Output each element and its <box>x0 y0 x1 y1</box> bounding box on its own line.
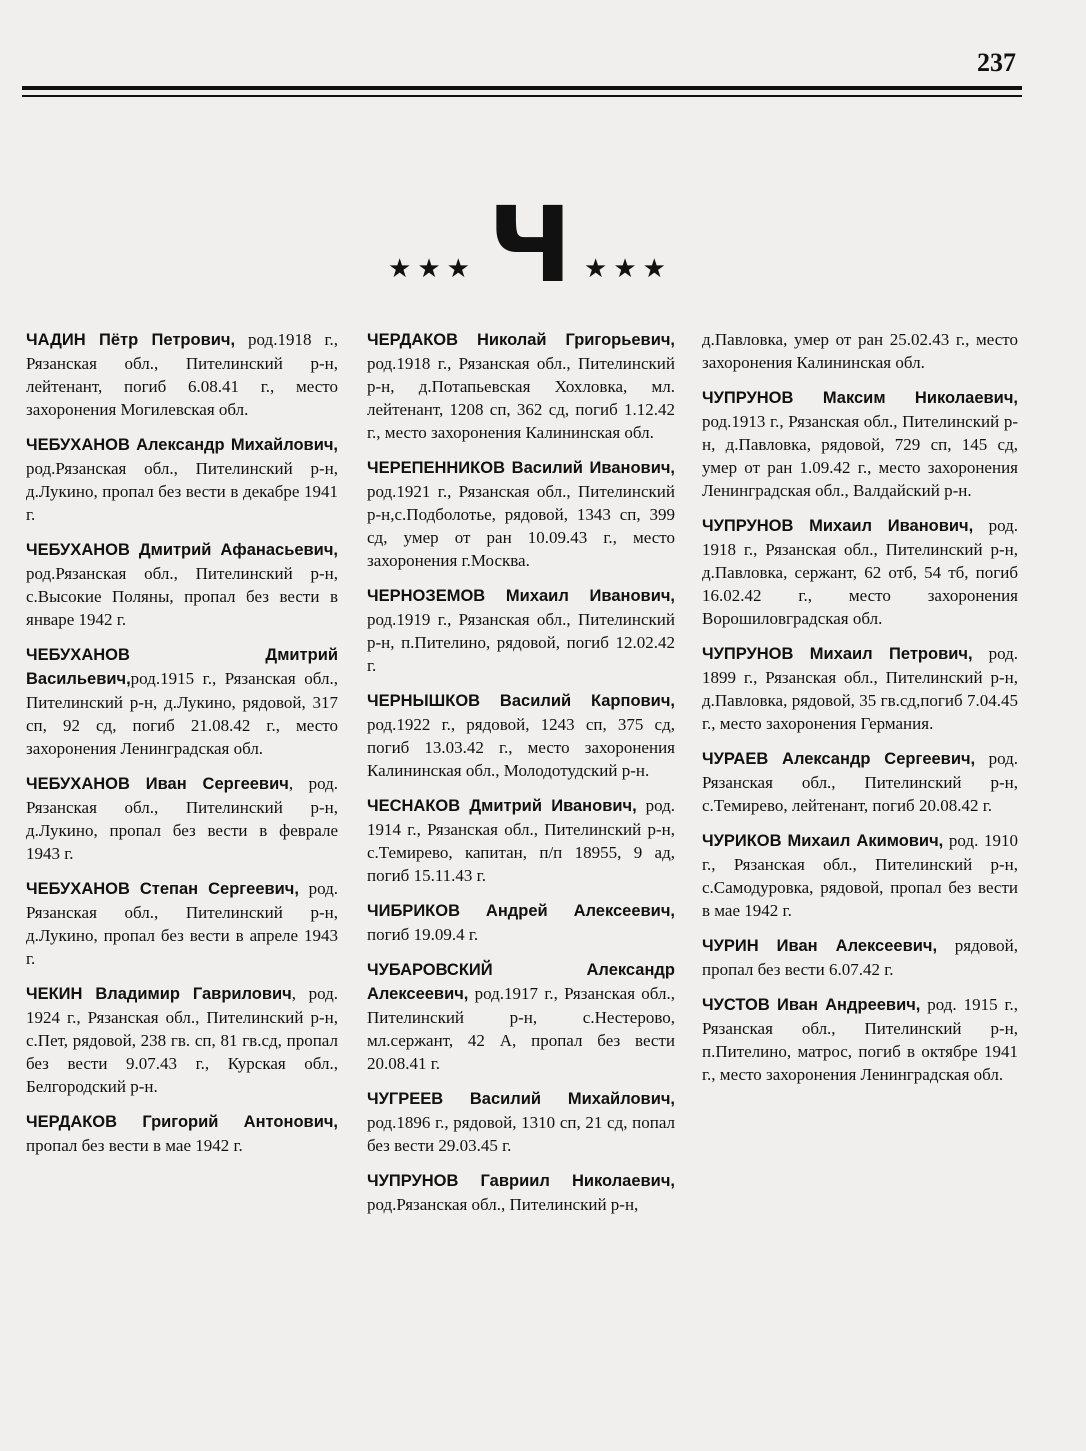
section-letter: Ч <box>487 184 573 306</box>
entry <box>702 993 1018 1086</box>
section-header <box>360 180 700 306</box>
stars-left: ★★★ <box>388 254 476 283</box>
entry-name: ЧУГРЕЕВ Василий Михайлович, <box>367 1090 675 1108</box>
entry-name: ЧУПРУНОВ Михаил Иванович, <box>702 517 974 535</box>
entry <box>702 386 1018 502</box>
entry <box>26 433 338 526</box>
entry-text: род.1922 г., рядовой, 1243 сп, 375 сд, погиб 13.03.42 г., место захоронения Калининская обл., Молодотудский р-н. <box>367 715 675 780</box>
entry-name: ЧУПРУНОВ Максим Николаевич, <box>702 389 1018 407</box>
entry-text: , род. 1924 г., Рязанская обл., Пителинский р-н, с.Пет, рядовой, 238 гв. сп, 81 гв.сд, пропал без вести 9.07.43 г., Курская обл., Белгородский р-н. <box>26 984 338 1096</box>
entry-text: , род. Рязанская обл., Пителинский р-н, д.Лукино, пропал без вести в феврале 1943 г. <box>26 774 338 863</box>
entry <box>367 1087 675 1157</box>
entry-text: род. 1915 г., Рязанская обл., Пителинский р-н, п.Пителино, матрос, погиб в октябре 1941 г., место захоронения Ленинградская обл. <box>702 995 1018 1084</box>
entry-text: рядовой, пропал без вести 6.07.42 г. <box>702 936 1018 979</box>
entry-text: род. 1914 г., Рязанская обл., Пителинский р-н, с.Темирево, капитан, п/п 18955, 9 ад, погиб 15.11.43 г. <box>367 796 675 885</box>
entry-name: ЧЕБУХАНОВ Дмитрий Афанасьевич, <box>26 541 338 559</box>
entry-name: ЧЕКИН Владимир Гаврилович <box>26 985 292 1003</box>
entry-name: ЧЕБУХАНОВ Александр Михайлович, <box>26 436 338 454</box>
entry-name: ЧИБРИКОВ Андрей Алексеевич, <box>367 902 675 920</box>
entry <box>702 514 1018 630</box>
entry-name: ЧУРАЕВ Александр Сергеевич, <box>702 750 976 768</box>
entry <box>367 456 675 572</box>
entry-name: ЧЕРДАКОВ Николай Григорьевич, <box>367 331 675 349</box>
entry <box>702 829 1018 922</box>
entry <box>367 689 675 782</box>
entry-name: ЧЕРЕПЕННИКОВ Василий Иванович, <box>367 459 675 477</box>
entry <box>26 643 338 760</box>
entry-name: ЧЕСНАКОВ Дмитрий Иванович, <box>367 797 637 815</box>
entry <box>367 794 675 887</box>
entry <box>26 538 338 631</box>
entry-name: ЧЕБУХАНОВ Дмитрий Васильевич, <box>26 646 338 688</box>
stars-right: ★★★ <box>584 254 672 283</box>
page-number: 237 <box>977 48 1016 77</box>
entry-text: род.Рязанская обл., Пителинский р-н, <box>367 1195 639 1214</box>
entry-name: ЧУПРУНОВ Михаил Петрович, <box>702 645 973 663</box>
entry-text: род. 1899 г., Рязанская обл., Пителинский р-н, д.Павловка, рядовой, 35 гв.сд,погиб 7.04.45 г., место захоронения Германия. <box>702 644 1018 733</box>
entry-name: ЧЕРДАКОВ Григорий Антонович, <box>26 1113 338 1131</box>
entry <box>367 1169 675 1216</box>
entry <box>367 584 675 677</box>
entry-text: род. Рязанская обл., Пителинский р-н, д.Лукино, пропал без вести в апреле 1943 г. <box>26 879 338 968</box>
entry-text: род.Рязанская обл., Пителинский р-н, с.Высокие Поляны, пропал без вести в январе 1942 г. <box>26 564 338 629</box>
entry-text: род. Рязанская обл., Пителинский р-н, с.Темирево, лейтенант, погиб 20.08.42 г. <box>702 749 1018 815</box>
entry-name: ЧУРИКОВ Михаил Акимович, <box>702 832 944 850</box>
entry <box>702 747 1018 817</box>
entry <box>702 328 1018 374</box>
entry-text: род.1919 г., Рязанская обл., Пителинский р-н, п.Пителино, рядовой, погиб 12.02.42 г. <box>367 610 675 675</box>
entry-name: ЧУРИН Иван Алексеевич, <box>702 937 938 955</box>
header-rule-thick <box>22 86 1022 90</box>
entry-text: пропал без вести в мае 1942 г. <box>26 1136 243 1155</box>
entry-name: ЧЕРНЫШКОВ Василий Карпович, <box>367 692 675 710</box>
entry-text: д.Павловка, умер от ран 25.02.43 г., место захоронения Калининская обл. <box>702 330 1018 372</box>
entry <box>26 1110 338 1157</box>
entry-text: род. 1910 г., Рязанская обл., Пителинский р-н, с.Самодуровка, рядовой, пропал без вести в мае 1942 г. <box>702 831 1018 920</box>
entry-text: род.1921 г., Рязанская обл., Пителинский р-н,с.Подболотье, рядовой, 1343 сп, 399 сд, умер от ран 10.09.43 г., место захоронения г.Москва. <box>367 482 675 570</box>
entry <box>26 772 338 865</box>
entry-text: погиб 19.09.4 г. <box>367 925 479 944</box>
entry <box>702 934 1018 981</box>
entry-name: ЧЕРНОЗЕМОВ Михаил Иванович, <box>367 587 675 605</box>
entry-name: ЧЕБУХАНОВ Иван Сергеевич <box>26 775 289 793</box>
header-rule-thin <box>22 95 1022 97</box>
entry <box>702 642 1018 735</box>
column-1 <box>26 328 338 1169</box>
entry <box>367 958 675 1075</box>
entry <box>367 328 675 444</box>
column-3 <box>702 328 1018 1098</box>
entry-name: ЧУБАРОВСКИЙ Александр Алексеевич, <box>367 961 675 1003</box>
entry-name: ЧЕБУХАНОВ Степан Сергеевич, <box>26 880 299 898</box>
entry <box>26 877 338 970</box>
entry-text: род. 1918 г., Рязанская обл., Пителинский р-н, д.Павловка, сержант, 62 отб, 54 тб, погиб 16.02.42 г., место захоронения Ворошиловградская обл. <box>702 516 1018 628</box>
entry-name: ЧУСТОВ Иван Андреевич, <box>702 996 921 1014</box>
entry-name: ЧУПРУНОВ Гавриил Николаевич, <box>367 1172 675 1190</box>
entry <box>367 899 675 946</box>
entry-text: род.Рязанская обл., Пителинский р-н, д.Лукино, пропал без вести в декабре 1941 г. <box>26 459 338 524</box>
entry-text: род.1917 г., Рязанская обл., Пителинский р-н, с.Нестерово, мл.сержант, 42 А, пропал без вести 20.08.41 г. <box>367 984 675 1073</box>
entry <box>26 982 338 1098</box>
entry-text: род.1896 г., рядовой, 1310 сп, 21 сд, попал без вести 29.03.45 г. <box>367 1113 675 1155</box>
entry-text: род.1918 г., Рязанская обл., Пителинский р-н, лейтенант, погиб 6.08.41 г., место захоронения Могилевская обл. <box>26 330 338 419</box>
entry-text: род.1915 г., Рязанская обл., Пителинский р-н, д.Лукино, рядовой, 317 сп, 92 сд, погиб 21.08.42 г., место захоронения Ленинградская обл. <box>26 669 338 758</box>
entry <box>26 328 338 421</box>
entry-name: ЧАДИН Пётр Петрович, <box>26 331 236 349</box>
entry-text: род.1913 г., Рязанская обл., Пителинский р-н, д.Павловка, рядовой, 729 сп, 145 сд, умер от ран 1.09.42 г., место захоронения Ленинградская обл., Валдайский р-н. <box>702 412 1018 500</box>
entry-text: род.1918 г., Рязанская обл., Пителинский р-н, д.Потапьевская Хохловка, мл. лейтенант, 1208 сп, 362 сд, погиб 1.12.42 г., место захоронения Калининская обл. <box>367 354 675 442</box>
column-2 <box>367 328 675 1228</box>
